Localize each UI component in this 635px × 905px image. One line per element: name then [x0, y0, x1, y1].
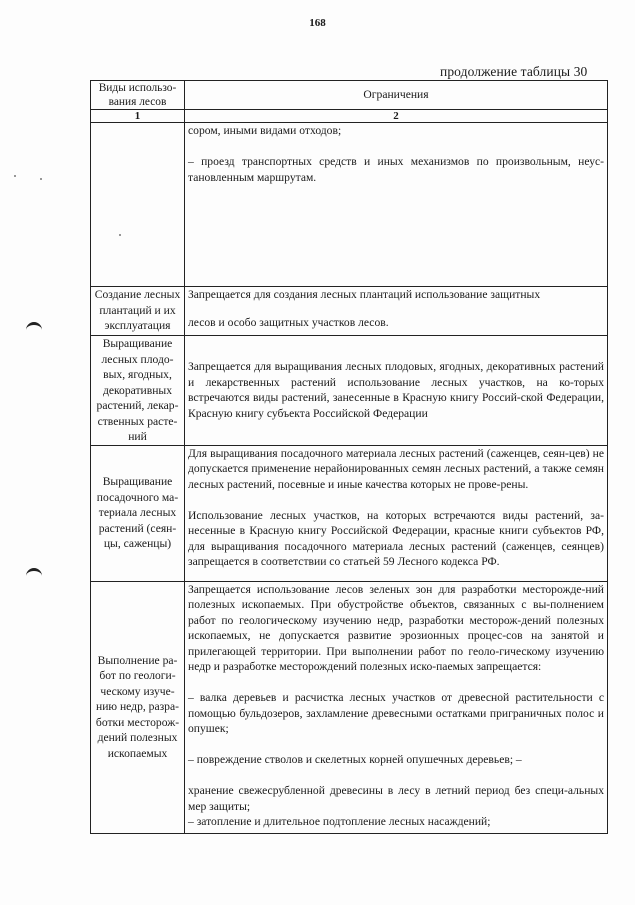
table-row [91, 336, 608, 446]
paragraph-gap [188, 737, 604, 753]
column-number-2: 2 [185, 110, 608, 123]
scan-mark [26, 568, 42, 578]
table-continuation-label: продолжение таблицы 30 [440, 64, 588, 79]
restriction-paragraph: Запрещается использование лесов зеленых зон для разработки месторожде-ний полезных ископаемых. При обустройстве объектов, связанных с вы-полнением работ по геологическому изучению недр, разработки месторож-дений полезных ископаемых, не допускается развитие эрозионных процес-сов на занятой и прилегающей территории. При выполнении работ по геоло-гическому изучению недр и разработке месторождений полезных иско-паемых запрещается: [188, 582, 604, 673]
header-restrictions: Ограничения [185, 81, 608, 110]
restrictions-cell [185, 123, 608, 287]
scan-speck [14, 175, 16, 177]
restriction-paragraph: лесов и особо защитных участков лесов. [188, 315, 389, 329]
header-forest-use: Виды использо-вания лесов [91, 81, 185, 110]
paragraph-gap [188, 139, 604, 155]
restriction-paragraph: – валка деревьев и расчистка лесных участков от древесной растительности с помощью бульдозеров, захламление древесными остатками приграничных полос и опушек; [188, 691, 604, 735]
restriction-paragraph: Использование лесных участков, на которых встречаются виды растений, за-несенные в Красную книгу Российской Федерации, красные книги субъектов РФ, для выращивания посадочного материала лесных растений (саженцев, сеянцев) запрещается в соответствии со статьей 59 Лесного кодекса РФ. [188, 508, 604, 568]
forest-use-cell: Выполнение ра-бот по геологи-ческому изуче-нию недр, разра-ботки месторож-дений полезных ископаемых [91, 581, 185, 833]
restriction-paragraph: – повреждение стволов и скелетных корней опушечных деревьев; – [188, 753, 522, 766]
restriction-paragraph: Запрещается для создания лесных плантаций использование защитных [188, 288, 541, 301]
table-row [91, 287, 608, 336]
table-row [91, 581, 608, 833]
forest-use-cell: Выращивание лесных плодо-вых, ягодных, декоративных растений, лекар-ственных расте-ний [91, 336, 185, 446]
forest-use-cell: Выращивание посадочного ма-териала лесных растений (сеян-цы, саженцы) [91, 445, 185, 581]
paragraph-gap [188, 768, 604, 784]
restriction-paragraph: Для выращивания посадочного материала лесных растений (саженцев, сеян-цев) не допускается применение нерайонированных семян лесных растений, а также семян лесных растений, посевные и иные качества которых не прове-рены. [188, 446, 604, 491]
restrictions-cell [185, 445, 608, 581]
paragraph-gap [188, 492, 604, 508]
restriction-paragraph: – проезд транспортных средств и иных механизмов по произвольным, неус-тановленным маршрутам. [188, 155, 604, 184]
table-row [91, 123, 608, 287]
restrictions-cell [185, 581, 608, 833]
forest-use-cell: Создание лесных плантаций и их эксплуатация [91, 287, 185, 336]
paragraph-gap [188, 675, 604, 691]
scan-mark [26, 322, 42, 332]
paragraph-gap [188, 303, 604, 315]
restrictions-cell [185, 287, 608, 336]
forest-use-cell [91, 123, 185, 287]
table-row [91, 445, 608, 581]
restriction-paragraph: сором, иными видами отходов; [188, 124, 342, 137]
restriction-paragraph: – затопление и длительное подтопление лесных насаждений; [188, 815, 491, 828]
restriction-paragraph: хранение свежесрубленной древесины в лесу в летний период без специ-альных мер защиты; [188, 784, 604, 813]
scan-speck [40, 178, 42, 180]
column-number-1: 1 [91, 110, 185, 123]
page-number: 168 [309, 17, 326, 29]
restriction-paragraph: Запрещается для выращивания лесных плодовых, ягодных, декоративных растений и лекарственных растений использование лесных участков, на ко-торых встречаются виды растений, занесенные в Красную книгу Россий-ской Федерации, Красную книгу субъекта Российской Федерации [188, 360, 604, 420]
restrictions-table [90, 80, 608, 834]
restrictions-cell [185, 336, 608, 446]
